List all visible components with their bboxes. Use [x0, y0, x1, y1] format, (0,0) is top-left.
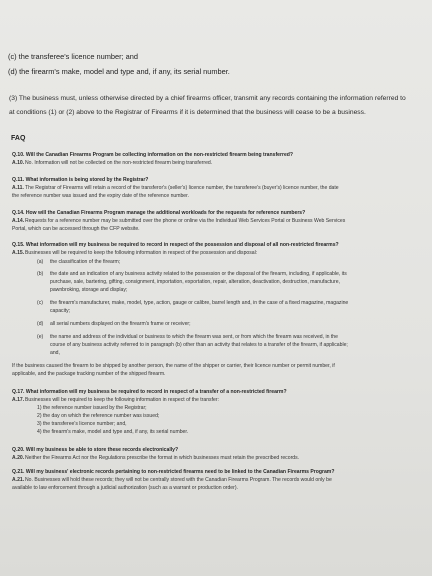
question-17: Q.17. What information will my business be required to record in respect of a transfer of a non-restricted firearm?	[12, 389, 287, 395]
list-item: 1) the reference number issued by the Registrar;	[37, 405, 147, 411]
answer-text: Businesses will be required to keep the following information in respect of the transfer:	[25, 397, 219, 403]
list-item-label: (a)	[37, 259, 44, 265]
answer-label: A.21.	[12, 477, 25, 483]
list-item-continued: course of any business activity referred to in paragraph (b) other than an activity that relates to a transfer of the firearm, if applicable;	[50, 342, 348, 348]
list-item-text: the date and an indication of any business activity related to the possession or the disposal of the firearm, including, if applicable, its	[50, 271, 347, 277]
question-10: Q.10. Will the Canadian Firearms Program be collecting information on the non-restricted firearm being transferred?	[12, 152, 294, 158]
list-item-continued: capacity;	[50, 308, 71, 314]
question-20: Q.20. Will my business be able to store these records electronically?	[12, 447, 179, 453]
list-item: 3) the transferee's licence number; and,	[37, 421, 127, 427]
question-14: Q.14. How will the Canadian Firearms Program manage the additional workloads for the requests for reference numbers?	[12, 210, 306, 216]
list-item-label: (c)	[37, 300, 43, 306]
answer-14-continued: Portal, which can be accessed through the CFP website.	[12, 226, 140, 232]
answer-text: Businesses will be required to keep the following information in respect of the possession and disposal:	[25, 250, 258, 256]
shipper-clause: If the business caused the firearm to be shipped by another person, the name of the shipper or carrier, their licence number or permit number, if	[12, 363, 335, 369]
list-item-label: (b)	[37, 271, 44, 277]
list-item: 2) the day on which the reference number was issued;	[37, 413, 160, 419]
shipper-clause-continued: applicable, and the package tracking number of the shipped firearm.	[12, 371, 166, 377]
condition-c: (c) the transferee's licence number; and	[8, 52, 138, 61]
answer-label: A.10.	[12, 160, 25, 166]
list-item: 4) the firearm's make, model and type and, if any, its serial number.	[37, 429, 189, 435]
answer-text: No. Information will not be collected on the non-restricted firearm being transferred.	[25, 160, 213, 166]
list-item-continued: pawnbroking, storage and display;	[50, 287, 128, 293]
answer-11-continued: the reference number was issued and the expiry date of the reference number.	[12, 193, 189, 199]
question-15: Q.15. What information will my business be required to record in respect of the possession and disposal of all non-restricted firearms?	[12, 242, 339, 248]
list-item-text: the classification of the firearm;	[50, 259, 121, 265]
condition-d: (d) the firearm's make, model and type and, if any, its serial number.	[8, 67, 230, 76]
answer-21-continued: available to law enforcement through a judicial authorization (such as a warrant or production order).	[12, 485, 238, 491]
answer-label: A.14.	[12, 218, 25, 224]
question-21: Q.21. Will my business' electronic records pertaining to non-restricted firearms need to be linked to the Canadian Firearms Program?	[12, 469, 335, 475]
answer-text: The Registrar of Firearms will retain a record of the transferor's (seller's) licence number, the transferee's (buyer's) licence number, the date	[25, 185, 339, 191]
answer-label: A.15.	[12, 250, 25, 256]
answer-text: No. Businesses will hold these records; they will not be centrally stored with the Canadian Firearms Program. The records would only be	[25, 477, 332, 483]
answer-text: Neither the Firearms Act nor the Regulations prescribe the format in which businesses must retain the prescribed records.	[25, 455, 300, 461]
answer-label: A.11.	[12, 185, 24, 191]
list-item-continued: purchase, sale, bartering, gifting, consignment, importation, exportation, repair, alteration, deactivation, destruction, manufacture,	[50, 279, 340, 285]
list-item-label: (d)	[37, 321, 44, 327]
answer-label: A.17.	[12, 397, 25, 403]
list-item-label: (e)	[37, 334, 44, 340]
answer-label: A.20.	[12, 455, 25, 461]
list-item-text: the name and address of the individual or business to which the firearm was sent, or from which the firearm was received, in the	[50, 334, 338, 340]
paragraph-3-line-1: (3) The business must, unless otherwise directed by a chief firearms officer, transmit any records containing the information referred to	[9, 95, 406, 102]
paragraph-3-line-2: at conditions (1) or (2) above to the Registrar of Firearms if it is determined that the business will cease to be a business.	[9, 109, 366, 116]
question-11: Q.11. What information is being stored by the Registrar?	[12, 177, 149, 183]
list-item-text: the firearm's manufacturer, make, model, type, action, gauge or calibre, barrel length and, in the case of a fixed magazine, magazine	[50, 300, 349, 306]
list-item-continued: and,	[50, 350, 60, 356]
faq-heading: FAQ	[11, 135, 26, 142]
answer-text: Requests for a reference number may be submitted over the phone or online via the Individual Web Services Portal or Business Web Services	[25, 218, 346, 224]
list-item-text: all serial numbers displayed on the firearm's frame or receiver;	[50, 321, 191, 327]
